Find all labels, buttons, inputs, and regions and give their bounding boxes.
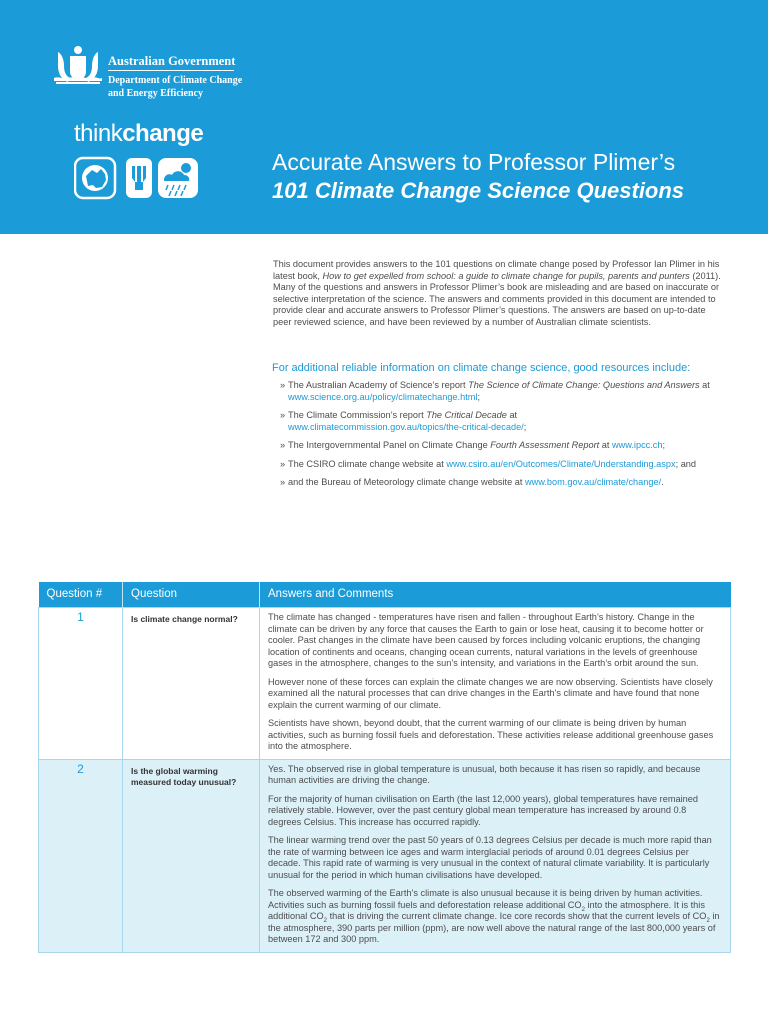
table-header-row — [39, 582, 731, 608]
thinkchange-icons — [74, 156, 200, 200]
resource-link[interactable]: www.bom.gov.au/climate/change/ — [524, 477, 662, 487]
intro-text-before: This document provides answers to the 101 questions on climate change posed by Professor Ian Plimer in his latest book, — [273, 259, 720, 281]
answer-text: that is driving the current climate change. Ice core records show that the current levels of CO — [327, 911, 707, 921]
department-name-line2: and Energy Efficiency — [108, 88, 203, 99]
logo-think: think — [74, 120, 123, 147]
resource-link[interactable]: www.climatecommission.gov.au/topics/the-critical-decade/ — [288, 421, 524, 432]
book-title: How to get expelled from school: a guide to climate change for pupils, parents and punters — [322, 270, 690, 281]
resource-item — [280, 459, 730, 471]
question-number: 2 — [39, 759, 123, 952]
resource-item — [280, 410, 730, 433]
resource-text: ; — [477, 391, 481, 402]
table-row — [39, 608, 731, 760]
question-number: 1 — [39, 608, 123, 760]
questions-table — [38, 582, 731, 953]
sun-cloud-rain-icon — [158, 158, 198, 198]
resource-text: The CSIRO climate change website at — [288, 458, 447, 469]
resource-item — [280, 477, 730, 489]
answer-cell — [260, 608, 731, 760]
resources-list — [280, 380, 730, 496]
resource-text: The Climate Commission’s report — [288, 410, 427, 420]
thinkchange-logo — [74, 120, 203, 148]
title-line2: 101 Climate Change Science Questions — [272, 178, 685, 203]
resource-text: ; and — [675, 458, 697, 469]
bullet-icon: » — [280, 458, 286, 469]
resource-item — [280, 380, 730, 403]
intro-text-after: (2011). Many of the questions and answers in Professor Plimer’s book are misleading and are based on inaccurate or selective interpretation of the science. The answers and comments provided in this document are intended to provide clear and accurate answers to Professor Plimer’s questions. The answers are based on up-to-date peer reviewed science, and have been reviewed by a number of Australian climate scientists. — [273, 270, 721, 327]
table-row — [39, 759, 731, 952]
resource-text: The Intergovernmental Panel on Climate Change — [288, 440, 491, 450]
branding-divider — [108, 70, 234, 71]
resources-heading: For additional reliable information on climate change science, good resources include: — [272, 362, 691, 374]
logo-change: change — [122, 120, 204, 147]
department-name-line1: Department of Climate Change — [108, 75, 243, 86]
subscript: 2 — [706, 917, 710, 924]
question-text: Is climate change normal? — [123, 608, 260, 760]
answer-text: into the atmosphere. It is this additional CO — [268, 899, 705, 921]
intro-paragraph — [273, 259, 725, 328]
answer-paragraph: For the majority of human civilisation on Earth (the last 12,000 years), global temperatures have remained relatively stable. However, over the past century global mean temperature has increased by around 0.8 degrees Celsius. This increase has occurred rapidly. — [268, 793, 698, 827]
subscript: 2 — [581, 906, 585, 913]
answer-cell — [260, 759, 731, 952]
answer-paragraph: Scientists have shown, beyond doubt, that the current warming of our climate is being driven by human activities, such as burning fossil fuels and deforestation. These activities release additional greenhouse gases into the atmosphere. — [268, 718, 714, 751]
answer-paragraph: The linear warming trend over the past 50 years of 0.13 degrees Celsius per decade is much more rapid than the rate of warming between ice ages and warm interglacial periods of around 0.01 degrees Celsius per decade. This rapid rate of warming is very unusual in the context of natural climate variability. It is particularly unusual for the period in which human civilisations have developed. — [268, 835, 712, 880]
resource-link[interactable]: www.csiro.au/en/Outcomes/Climate/Understanding.aspx — [446, 458, 676, 469]
resource-text: at — [699, 380, 710, 390]
answer-paragraph — [268, 888, 722, 946]
header-question: Question — [123, 582, 260, 608]
government-branding — [108, 54, 242, 100]
resource-title: The Critical Decade — [426, 410, 507, 420]
resource-text: at — [599, 440, 612, 450]
resource-text: The Australian Academy of Science’s report — [288, 380, 469, 390]
light-bulb-icon — [126, 158, 152, 198]
resource-title: The Science of Climate Change: Questions and Answers — [468, 380, 700, 390]
question-text: Is the global warming measured today unusual? — [123, 759, 260, 952]
header-banner — [0, 0, 768, 234]
answer-text: in the atmosphere, 390 parts per million (ppm), are now well above the natural range of the last 800,000 years of between 172 and 300 ppm. — [268, 911, 720, 944]
document-title — [272, 148, 684, 206]
resource-text: ; — [662, 440, 666, 450]
answer-paragraph: Yes. The observed rise in global temperature is unusual, both because it has risen so rapidly, and because human activities are driving the change. — [268, 763, 701, 785]
bullet-icon: » — [280, 477, 286, 487]
resource-text: . — [661, 477, 664, 487]
bullet-icon: » — [280, 410, 286, 420]
title-line1: Accurate Answers to Professor Plimer’s — [272, 149, 676, 175]
header-question-number: Question # — [39, 582, 123, 608]
header-answers: Answers and Comments — [260, 582, 731, 608]
resource-item — [280, 440, 730, 452]
government-name: Australian Government — [108, 54, 236, 68]
map-of-australia-icon — [75, 158, 115, 198]
answer-paragraph: However none of these forces can explain the climate changes we are now observing. Scientists have closely examined all the natural processes that can drive changes in the Earth’s climate and have found that none explain the current warming of our climate. — [268, 676, 713, 710]
resource-link[interactable]: www.science.org.au/policy/climatechange.html — [288, 391, 478, 402]
subscript: 2 — [323, 917, 328, 924]
answer-text: The observed warming of the Earth’s climate is also unusual because it is being driven by human activities. Activities such as burning fossil fuels and deforestation release additional CO — [268, 888, 703, 910]
coat-of-arms-icon — [50, 44, 106, 88]
resource-text: ; — [523, 421, 527, 432]
bullet-icon: » — [280, 440, 286, 450]
answer-paragraph: The climate has changed - temperatures have risen and fallen - throughout Earth’s history. Change in the climate can be driven by any force that causes the Earth to gain or lose heat, causing it to become hotter or cooler. Past changes in the climate have been caused by forces including volcanic eruptions, the changing location of continents and oceans, changing ocean currents, natural variations in the levels of greenhouse gases in the atmosphere, changes to the sun’s intensity, and variations in the Earth’s orbit around the sun. — [268, 612, 704, 668]
resource-text: and the Bureau of Meteorology climate change website at — [288, 477, 525, 487]
resource-text: at — [506, 410, 518, 420]
bullet-icon: » — [280, 380, 286, 390]
resource-title: Fourth Assessment Report — [490, 440, 600, 450]
resource-link[interactable]: www.ipcc.ch — [611, 440, 663, 450]
